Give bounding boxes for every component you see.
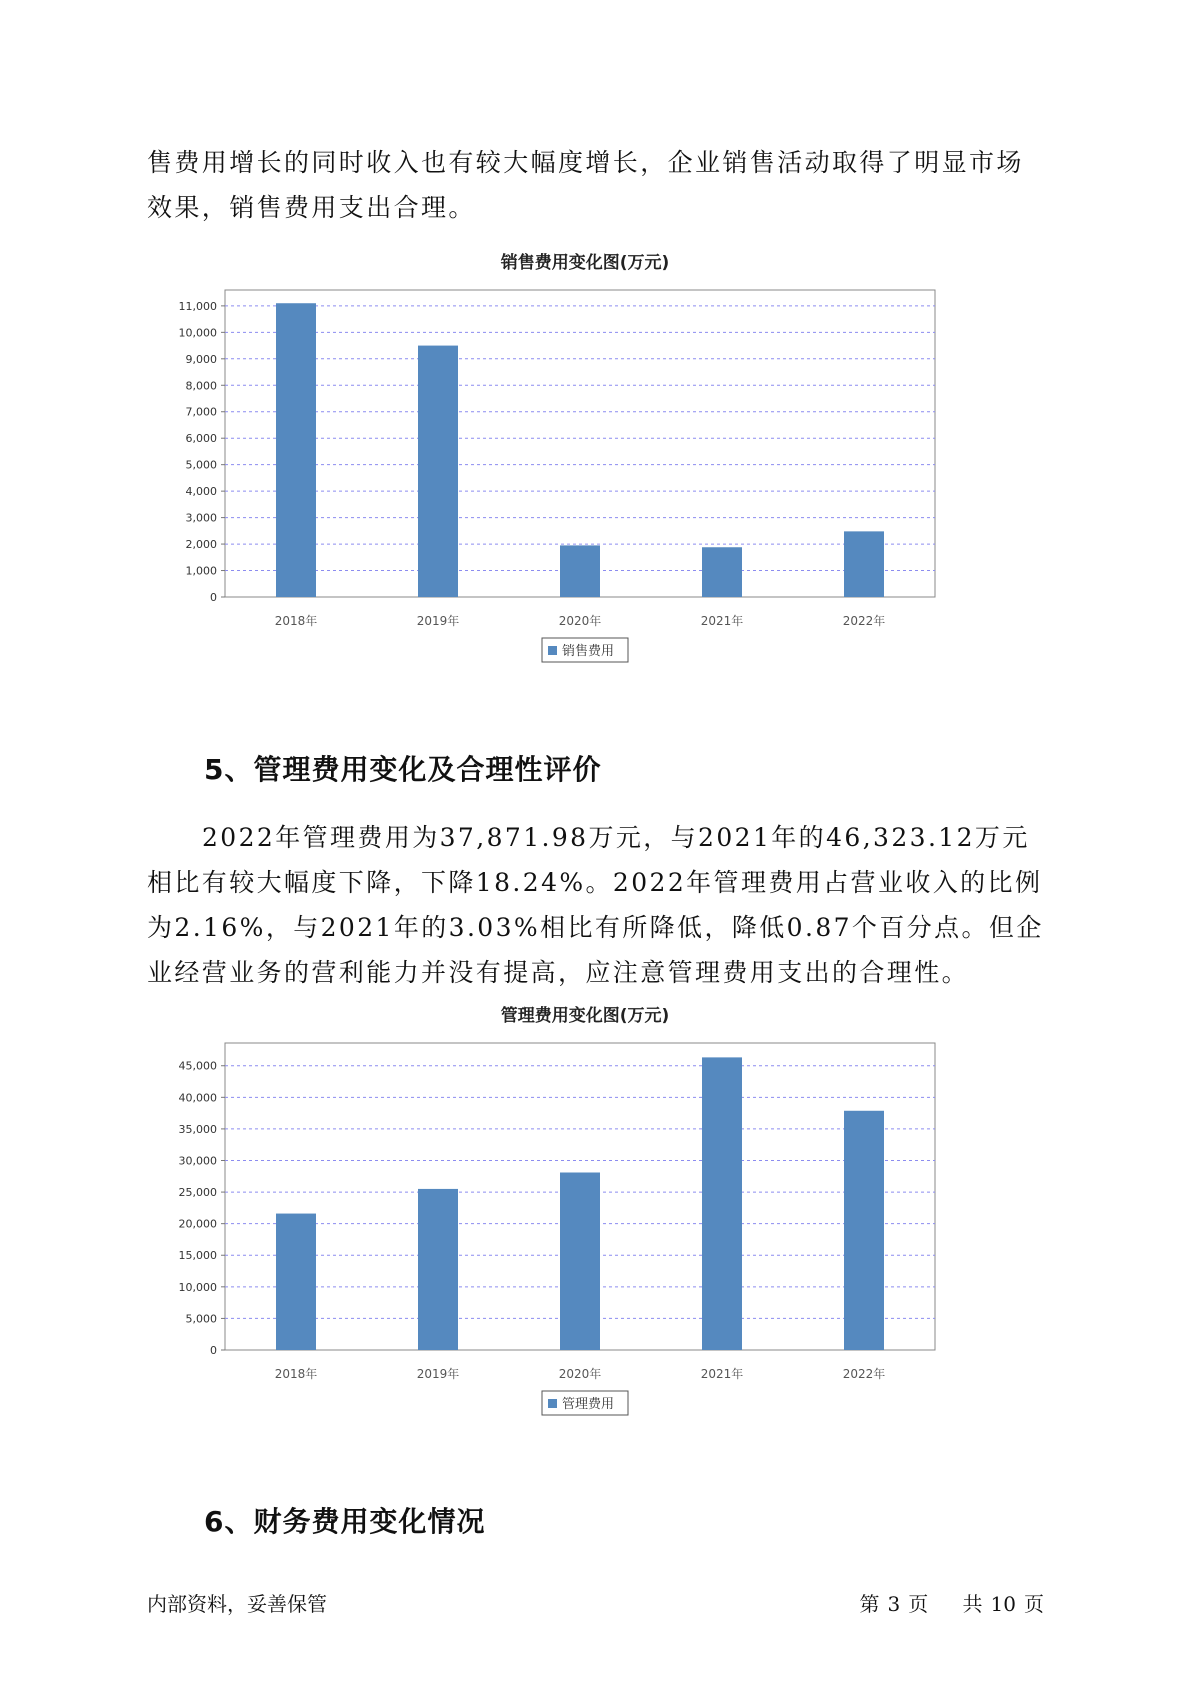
total-pages: 10	[990, 1592, 1016, 1616]
x-tick-label: 2022年	[842, 614, 886, 628]
page-prefix: 第	[859, 1592, 880, 1616]
chart-title: 销售费用变化图(万元)	[500, 253, 670, 273]
bar-2	[418, 1189, 458, 1350]
y-tick-label: 1,000	[185, 564, 217, 578]
y-tick-label: 11,000	[178, 299, 217, 313]
y-tick-label: 3,000	[185, 511, 217, 525]
y-tick-label: 8,000	[185, 379, 217, 393]
y-tick-label: 0	[210, 591, 217, 604]
y-tick-label: 40,000	[178, 1091, 217, 1105]
x-tick-label: 2018年	[274, 614, 318, 628]
bar-4	[702, 547, 742, 597]
y-tick-label: 10,000	[178, 1280, 217, 1294]
bar-5	[844, 531, 884, 597]
bar-1	[276, 303, 316, 597]
legend-label: 销售费用	[562, 644, 615, 659]
y-tick-label: 15,000	[178, 1249, 217, 1263]
section-5-heading: 5、管理费用变化及合理性评价	[204, 753, 602, 786]
sales-expense-chart	[140, 245, 1040, 705]
y-tick-label: 5,000	[185, 458, 217, 472]
admin-expense-chart	[140, 998, 1040, 1458]
footer-page-info	[851, 1588, 1044, 1617]
x-tick-label: 2020年	[558, 614, 602, 628]
y-tick-label: 10,000	[178, 326, 217, 340]
legend-swatch	[548, 1399, 557, 1408]
y-tick-label: 6,000	[185, 432, 217, 446]
y-tick-label: 7,000	[185, 405, 217, 419]
total-unit: 页	[1024, 1592, 1044, 1616]
section-5-paragraph: 2022年管理费用为37,871.98万元，与2021年的46,323.12万元相比有较大幅度下降，下降18.24%。2022年管理费用占营业收入的比例为2.16%，与2021年的3.03%相比有所降低，降低0.87个百分点。但企业经营业务的营利能力并没有提高，应注意管理费用支出的合理性。	[147, 823, 1044, 987]
footer-confidential-note: 内部资料，妥善保管	[147, 1592, 327, 1616]
x-tick-label: 2022年	[842, 1367, 886, 1381]
y-tick-label: 5,000	[185, 1312, 217, 1326]
y-tick-label: 20,000	[178, 1217, 217, 1231]
intro-paragraph: 售费用增长的同时收入也有较大幅度增长，企业销售活动取得了明显市场效果，销售费用支出合理。	[147, 148, 1024, 222]
y-tick-label: 30,000	[178, 1154, 217, 1168]
x-tick-label: 2021年	[700, 614, 744, 628]
x-tick-label: 2019年	[416, 614, 460, 628]
y-tick-label: 35,000	[178, 1122, 217, 1136]
y-tick-label: 2,000	[185, 538, 217, 552]
chart-title: 管理费用变化图(万元)	[500, 1006, 670, 1026]
total-prefix: 共	[962, 1592, 983, 1616]
x-tick-label: 2018年	[274, 1367, 318, 1381]
legend-label: 管理费用	[562, 1397, 615, 1412]
x-tick-label: 2019年	[416, 1367, 460, 1381]
bar-2	[418, 346, 458, 597]
section-6-heading: 6、财务费用变化情况	[204, 1505, 486, 1538]
bar-5	[844, 1111, 884, 1350]
page-unit: 页	[908, 1592, 929, 1616]
y-tick-label: 45,000	[178, 1059, 217, 1073]
legend-swatch	[548, 646, 557, 655]
y-tick-label: 25,000	[178, 1186, 217, 1200]
bar-4	[702, 1057, 742, 1350]
bar-3	[560, 545, 600, 597]
bar-3	[560, 1172, 600, 1350]
y-tick-label: 4,000	[185, 485, 217, 499]
y-tick-label: 9,000	[185, 352, 217, 366]
x-tick-label: 2021年	[700, 1367, 744, 1381]
page-number: 3	[887, 1592, 901, 1616]
bar-1	[276, 1214, 316, 1350]
y-tick-label: 0	[210, 1344, 217, 1357]
x-tick-label: 2020年	[558, 1367, 602, 1381]
